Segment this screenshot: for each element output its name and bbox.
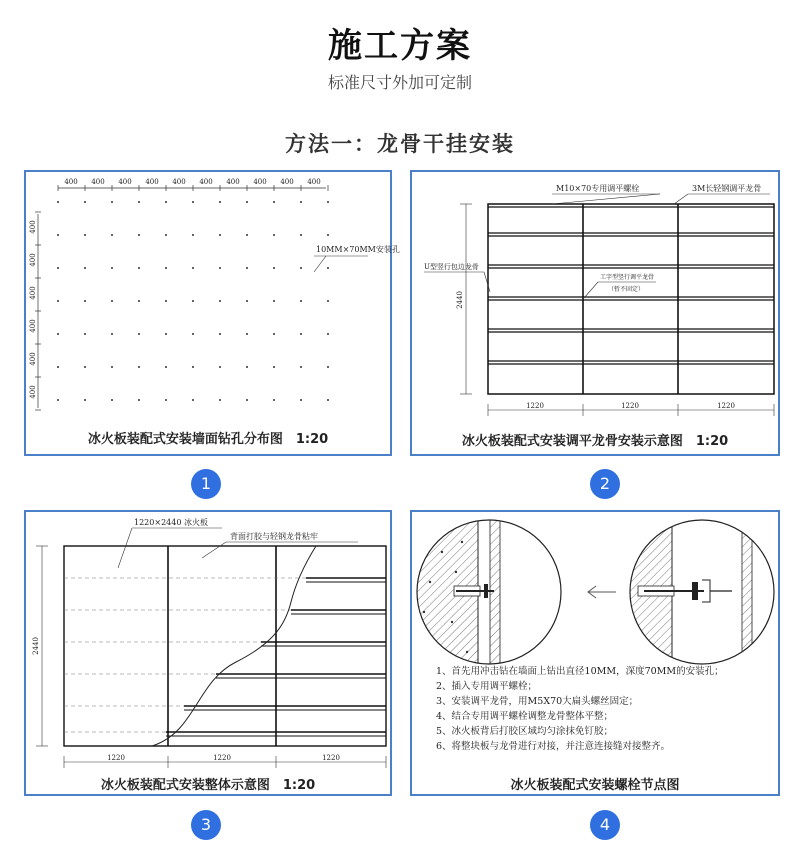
drill-hole xyxy=(192,300,194,302)
drill-hole xyxy=(111,201,113,203)
install-notes xyxy=(436,664,724,754)
drill-hole xyxy=(84,201,86,203)
concrete-speckle xyxy=(421,531,423,533)
drill-hole xyxy=(246,201,248,203)
note-item: 5、冰火板背后打胶区域均匀涂抹免钉胶； xyxy=(436,726,614,737)
board-label: 1220×2440 冰火板 xyxy=(134,518,208,527)
drill-hole xyxy=(57,300,59,302)
dim-top-label: 400 xyxy=(145,178,159,186)
drill-hole xyxy=(165,366,167,368)
drill-hole xyxy=(57,366,59,368)
mid-keel-note: （暂不固定） xyxy=(608,286,645,293)
panel-caption: 冰火板装配式安装整体示意图 1:20 xyxy=(100,778,316,793)
width-dim: 1220 xyxy=(526,402,544,410)
note-item: 6、将整块板与龙骨进行对接，并注意连接缝对接整齐。 xyxy=(436,741,671,752)
drill-hole xyxy=(273,201,275,203)
drill-hole xyxy=(138,267,140,269)
drill-hole xyxy=(273,267,275,269)
drill-hole xyxy=(219,267,221,269)
drill-hole xyxy=(300,201,302,203)
drill-hole xyxy=(246,366,248,368)
step-badge-3: 3 xyxy=(191,810,221,840)
drill-hole xyxy=(219,300,221,302)
drill-hole xyxy=(300,267,302,269)
drill-hole xyxy=(327,201,329,203)
dim-top-label: 400 xyxy=(118,178,132,186)
dim-top-label: 400 xyxy=(91,178,105,186)
drill-hole xyxy=(57,234,59,236)
width-dim: 1220 xyxy=(107,754,125,762)
drill-hole xyxy=(246,300,248,302)
drill-hole xyxy=(246,267,248,269)
step-badge-4: 4 xyxy=(590,810,620,840)
dim-top-label: 400 xyxy=(307,178,321,186)
panel-drill-hole-layout xyxy=(24,170,400,456)
drill-hole xyxy=(138,366,140,368)
drill-hole xyxy=(219,333,221,335)
concrete-speckle xyxy=(451,621,453,623)
drill-hole xyxy=(165,201,167,203)
drill-hole xyxy=(300,333,302,335)
drill-hole xyxy=(300,399,302,401)
panel-caption: 冰火板装配式安装调平龙骨安装示意图 1:20 xyxy=(461,434,729,449)
panel-overall-install xyxy=(24,510,392,796)
drill-hole xyxy=(111,267,113,269)
method-heading: 方法一：龙骨干挂安装 xyxy=(285,132,515,156)
drill-hole xyxy=(246,399,248,401)
concrete-speckle xyxy=(439,661,441,663)
dim-left-label: 400 xyxy=(29,253,37,267)
drill-hole xyxy=(84,300,86,302)
drill-hole xyxy=(165,234,167,236)
drill-hole xyxy=(192,399,194,401)
glue-label: 背面打胶与轻钢龙骨粘牢 xyxy=(230,532,318,541)
side-keel-label: U型竖行包边龙骨 xyxy=(424,263,479,271)
drill-hole xyxy=(192,366,194,368)
drill-hole xyxy=(327,399,329,401)
page-subtitle: 标准尺寸外加可定制 xyxy=(327,73,472,92)
note-item: 3、安装调平龙骨，用M5X70大扁头螺丝固定； xyxy=(436,696,639,707)
drill-hole xyxy=(273,333,275,335)
drill-hole xyxy=(300,234,302,236)
drill-hole xyxy=(138,333,140,335)
dim-top-label: 400 xyxy=(199,178,213,186)
drill-hole xyxy=(165,300,167,302)
hole-annotation: 10MM×70MM安装孔 xyxy=(316,245,400,254)
page-title: 施工方案 xyxy=(328,26,472,66)
drill-hole xyxy=(327,234,329,236)
dim-top-label: 400 xyxy=(253,178,267,186)
note-item: 2、插入专用调平螺栓； xyxy=(436,681,538,692)
drill-hole xyxy=(84,234,86,236)
drill-hole xyxy=(192,333,194,335)
concrete-speckle xyxy=(461,541,463,543)
dim-top-label: 400 xyxy=(64,178,78,186)
drill-hole xyxy=(57,201,59,203)
note-item: 4、结合专用调平螺栓调整龙骨整体平整； xyxy=(436,711,614,722)
drill-hole xyxy=(165,399,167,401)
drill-hole xyxy=(84,366,86,368)
concrete-speckle xyxy=(429,581,431,583)
drill-hole xyxy=(219,201,221,203)
dim-left-label: 400 xyxy=(29,385,37,399)
leveling-keel-diagram xyxy=(412,172,778,454)
drill-hole xyxy=(300,300,302,302)
width-dim: 1220 xyxy=(717,402,735,410)
overall-install-diagram xyxy=(26,512,390,794)
step-badge-2: 2 xyxy=(590,469,620,499)
height-dim: 2440 xyxy=(32,637,40,655)
width-dim: 1220 xyxy=(213,754,231,762)
dim-left-label: 400 xyxy=(29,286,37,300)
drill-hole xyxy=(111,300,113,302)
drill-hole xyxy=(84,333,86,335)
dim-top-label: 400 xyxy=(280,178,294,186)
drill-hole xyxy=(138,234,140,236)
dim-top-label: 400 xyxy=(172,178,186,186)
drill-hole xyxy=(246,234,248,236)
concrete-speckle xyxy=(431,641,433,643)
mid-keel-label: 工字型竖行调平龙骨 xyxy=(600,274,655,281)
drill-hole xyxy=(111,399,113,401)
step-badge-1: 1 xyxy=(191,469,221,499)
drill-hole xyxy=(57,333,59,335)
drill-hole xyxy=(192,267,194,269)
arrow-left-icon xyxy=(588,586,616,598)
drill-hole xyxy=(300,366,302,368)
drill-hole xyxy=(138,300,140,302)
drill-hole-diagram xyxy=(26,172,400,454)
dim-top-label: 400 xyxy=(226,178,240,186)
drill-hole xyxy=(165,333,167,335)
dim-left-label: 400 xyxy=(29,319,37,333)
dim-left-label: 400 xyxy=(29,352,37,366)
drill-hole xyxy=(57,399,59,401)
drill-hole xyxy=(273,234,275,236)
drill-hole xyxy=(327,333,329,335)
drill-hole xyxy=(273,399,275,401)
drill-hole xyxy=(111,333,113,335)
drill-hole xyxy=(327,366,329,368)
width-dim: 1220 xyxy=(621,402,639,410)
note-item: 1、首先用冲击钻在墙面上钻出直径10MM，深度70MM的安装孔； xyxy=(436,666,724,677)
width-dim: 1220 xyxy=(322,754,340,762)
panel-caption: 冰火板装配式安装螺栓节点图 xyxy=(510,778,680,793)
keel-label: 3M长轻钢调平龙骨 xyxy=(692,184,762,193)
drill-hole xyxy=(57,267,59,269)
bolt-label: M10×70专用调平螺栓 xyxy=(556,184,640,193)
drill-hole xyxy=(273,366,275,368)
drill-hole xyxy=(192,201,194,203)
concrete-speckle xyxy=(455,571,457,573)
drill-hole xyxy=(84,267,86,269)
panel-leveling-keel xyxy=(410,170,780,456)
drill-hole xyxy=(111,366,113,368)
drill-hole xyxy=(246,333,248,335)
drill-hole xyxy=(219,399,221,401)
drill-hole xyxy=(84,399,86,401)
panel-caption: 冰火板装配式安装墙面钻孔分布图 1:20 xyxy=(87,432,329,447)
drill-hole xyxy=(273,300,275,302)
dim-left-label: 400 xyxy=(29,220,37,234)
drill-hole xyxy=(111,234,113,236)
concrete-speckle xyxy=(466,651,468,653)
drill-hole xyxy=(165,267,167,269)
drill-hole xyxy=(327,300,329,302)
drill-hole xyxy=(219,234,221,236)
drill-hole xyxy=(219,366,221,368)
panel-bolt-node xyxy=(410,510,780,796)
drill-hole xyxy=(138,399,140,401)
concrete-speckle xyxy=(423,611,425,613)
concrete-speckle xyxy=(441,551,443,553)
drill-hole xyxy=(327,267,329,269)
drill-hole xyxy=(138,201,140,203)
drill-hole xyxy=(192,234,194,236)
height-dim: 2440 xyxy=(456,291,464,309)
